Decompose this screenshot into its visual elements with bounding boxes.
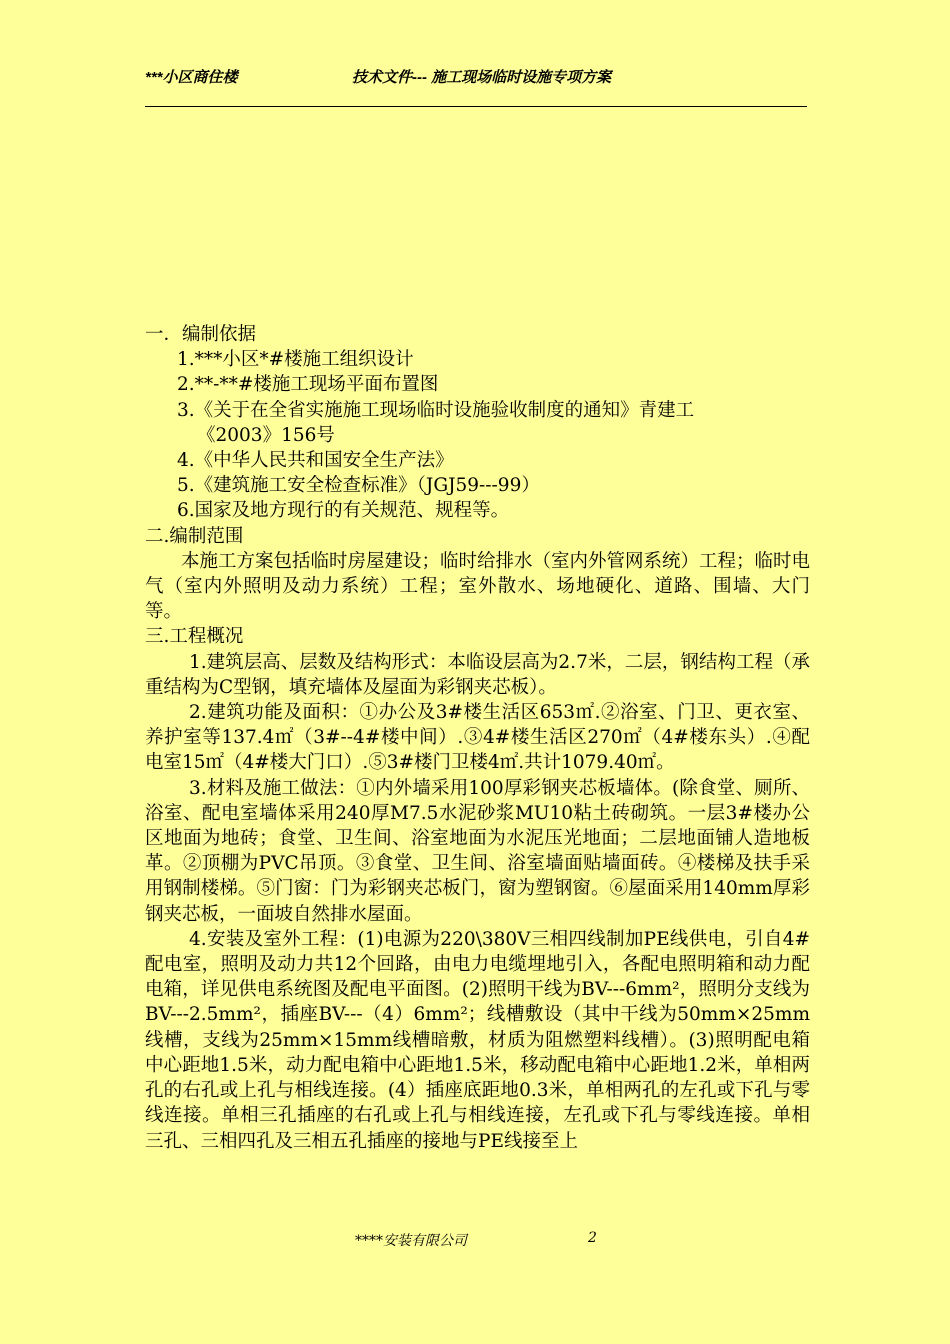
- overview-paragraph-3: 3.材料及施工做法：①内外墙采用100厚彩钢夹芯板墙体。(除食堂、厕所、浴室、配电室墙体采用240厚M7.5水泥砂浆MU10粘土砖砌筑。一层3#楼办公区地面为地砖；食堂、卫生间、浴室地面为水泥压光地面；二层地面铺人造地板革。②顶棚为PVC吊顶。③食堂、卫生间、浴室墙面贴墙面砖。④楼梯及扶手采用钢制楼梯。⑤门窗：门为彩钢夹芯板门，窗为塑钢窗。⑥屋面采用140mm厚彩钢夹芯板，一面坡自然排水屋面。: [145, 777, 810, 925]
- overview-paragraph-1: 1.建筑层高、层数及结构形式：本临设层高为2.7米，二层，钢结构工程（承重结构为C型钢，填充墙体及屋面为彩钢夹芯板）。: [145, 651, 810, 698]
- header-project-name: ***小区商住楼: [145, 69, 238, 86]
- scope-paragraph: 本施工方案包括临时房屋建设；临时给排水（室内外管网系统）工程；临时电气（室内外照明及动力系统）工程；室外散水、场地硬化、道路、围墙、大门等。: [145, 550, 811, 623]
- basis-item-3-continued: 《2003》156号: [197, 424, 335, 446]
- basis-item-3: 3.《关于在全省实施施工现场临时设施验收制度的通知》青建工: [177, 399, 695, 421]
- page-footer: [0, 1230, 950, 1250]
- basis-item-5: 5.《建筑施工安全检查标准》（JGJ59---99）: [177, 475, 540, 497]
- section-heading-scope: 二.编制范围: [145, 525, 244, 547]
- document-body: [145, 322, 810, 1154]
- basis-item-4: 4.《中华人民共和国安全生产法》: [177, 450, 454, 472]
- overview-paragraph-4: 4.安装及室外工程：(1)电源为220\380V三相四线制加PE线供电，引自4#配电室，照明及动力共12个回路，由电力电缆埋地引入，各配电照明箱和动力配电箱，详见供电系统图及配电平面图。(2)照明干线为BV---6mm²，照明分支线为BV---2.5mm²，插座BV---（4）6mm²；线槽敷设（其中干线为50mm×25mm线槽，支线为25mm×15mm线槽暗敷，材质为阻燃塑料线槽）。(3)照明配电箱中心距地1.5米，动力配电箱中心距地1.5米，移动配电箱中心距地1.2米，单相两孔的右孔或上孔与相线连接。(4）插座底距地0.3米，单相两孔的左孔或下孔与零线连接。单相三孔插座的右孔或上孔与相线连接，左孔或下孔与零线连接。单相三孔、三相四孔及三相五孔插座的接地与PE线接至上: [145, 928, 810, 1152]
- basis-item-6: 6.国家及地方现行的有关规范、规程等。: [177, 500, 510, 522]
- section-heading-basis: 一．编制依据: [145, 324, 257, 345]
- page-number: 2: [588, 1230, 597, 1246]
- header-document-title: 技术文件--- 施工现场临时设施专项方案: [352, 69, 612, 86]
- basis-item-2: 2.**-**#楼施工现场平面布置图: [177, 374, 439, 396]
- footer-company: ****安装有限公司: [355, 1233, 467, 1249]
- header-divider: [145, 106, 807, 107]
- basis-item-1: 1.***小区*#楼施工组织设计: [177, 349, 414, 371]
- overview-paragraph-2: 2.建筑功能及面积：①办公及3#楼生活区653㎡.②浴室、门卫、更衣室、养护室等137.4㎡（3#--4#楼中间）.③4#楼生活区270㎡（4#楼东头）.④配电室15㎡（4#楼大门口）.⑤3#楼门卫楼4㎡.共计1079.40㎡。: [145, 702, 810, 774]
- section-heading-overview: 三.工程概况: [145, 626, 244, 648]
